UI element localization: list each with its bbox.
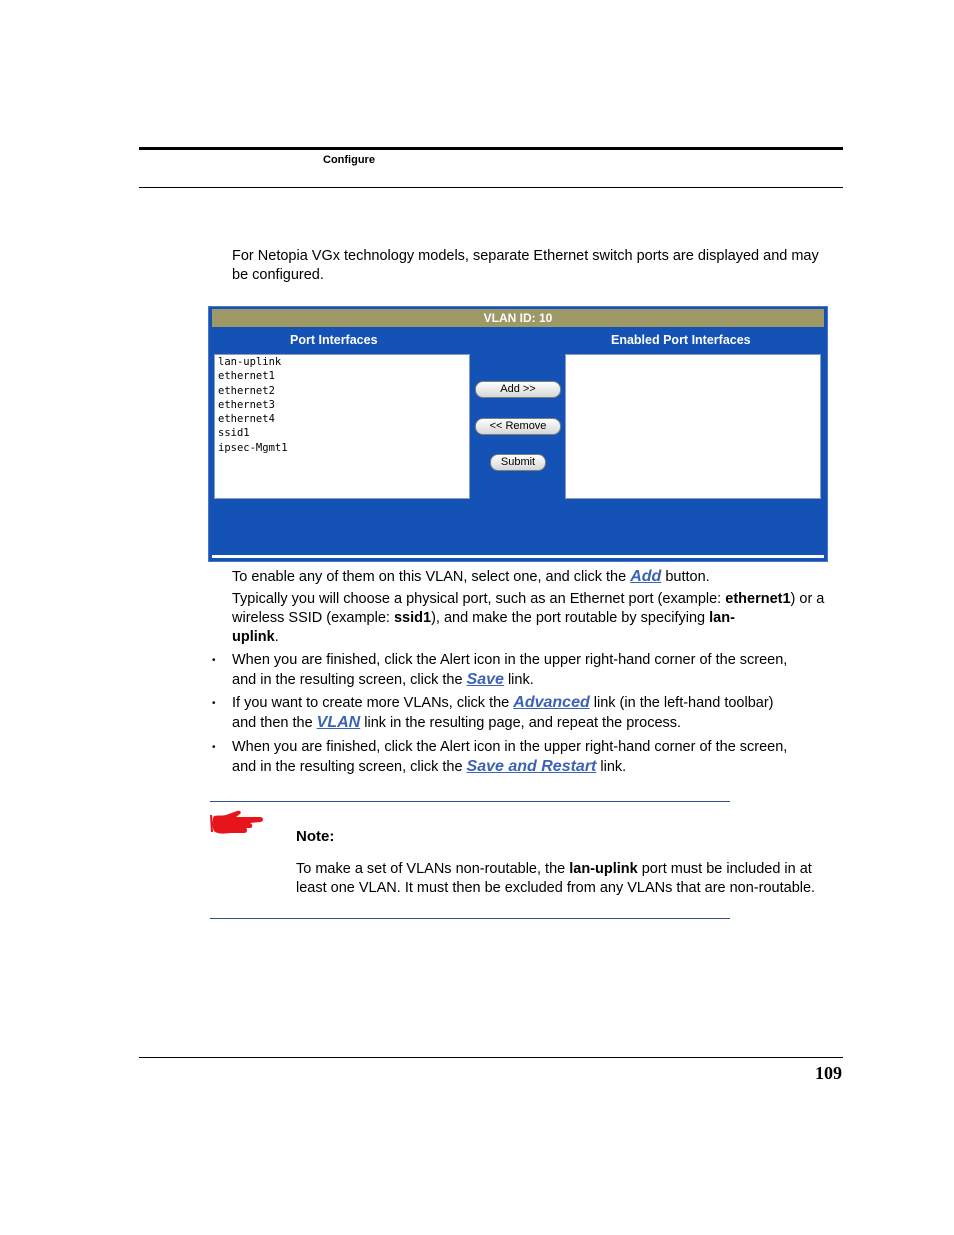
bullet-item-save-restart: When you are finished, click the Alert icon in the upper right-hand corner of the screen, and in the resulting screen, click the Save and Restart link. <box>232 739 788 775</box>
enabled-port-interfaces-label: Enabled Port Interfaces <box>611 333 751 347</box>
list-item[interactable]: lan-uplink <box>218 356 282 368</box>
vlan-id-title: VLAN ID: 10 <box>212 309 824 327</box>
page-number: 109 <box>815 1063 842 1083</box>
vlan-link[interactable]: VLAN <box>316 714 361 731</box>
advanced-link[interactable]: Advanced <box>513 694 590 711</box>
intro-paragraph: For Netopia VGx technology models, separate Ethernet switch ports are displayed and may be configured. <box>232 248 819 283</box>
list-item[interactable]: ipsec-Mgmt1 <box>218 441 288 454</box>
note-bottom-rule <box>210 918 730 919</box>
note-label: Note: <box>296 828 335 845</box>
port-interfaces-list[interactable] <box>214 354 470 499</box>
pointing-hand-icon <box>210 810 266 841</box>
submit-button[interactable]: Submit <box>490 454 546 471</box>
enabled-port-interfaces-list[interactable] <box>565 354 821 499</box>
list-item[interactable]: ssid1 <box>218 427 250 440</box>
add-button[interactable]: Add >> <box>475 381 561 398</box>
bullet-marker: • <box>212 655 216 666</box>
vlan-panel <box>208 306 828 562</box>
save-and-restart-link[interactable]: Save and Restart <box>466 758 597 775</box>
typical-paragraph: Typically you will choose a physical port, such as an Ethernet port (example: ethernet1) or a wireless SSID (example: ssid1), and make the port routable by specifying lan- uplink. <box>232 591 825 645</box>
bullet-marker: • <box>212 742 216 753</box>
panel-bottom-edge <box>212 555 824 558</box>
list-item[interactable]: ethernet1 <box>218 370 275 383</box>
remove-button[interactable]: << Remove <box>475 418 561 435</box>
header-divider <box>139 187 843 188</box>
header-rule <box>139 147 843 150</box>
note-top-rule <box>210 801 730 802</box>
list-item[interactable]: ethernet2 <box>218 384 275 397</box>
bullet-item-advanced: If you want to create more VLANs, click the Advanced link (in the left-hand toolbar) and then the VLAN link in the resulting page, and repeat the process. <box>232 694 774 731</box>
list-item[interactable]: ethernet4 <box>218 413 275 426</box>
enable-instruction: To enable any of them on this VLAN, select one, and click the Add button. <box>232 568 710 585</box>
bullet-marker: • <box>212 698 216 709</box>
running-header: Configure <box>323 154 375 166</box>
add-link[interactable]: Add <box>630 568 662 585</box>
note-text: To make a set of VLANs non-routable, the lan-uplink port must be included in at least one VLAN. It must then be excluded from any VLANs that are non-routable. <box>296 861 816 896</box>
port-interfaces-label: Port Interfaces <box>290 333 378 347</box>
bullet-item-save: When you are finished, click the Alert icon in the upper right-hand corner of the screen, and in the resulting screen, click the Save link. <box>232 652 788 688</box>
save-link[interactable]: Save <box>466 671 504 688</box>
list-item[interactable]: ethernet3 <box>218 398 275 411</box>
footer-rule <box>139 1057 843 1058</box>
